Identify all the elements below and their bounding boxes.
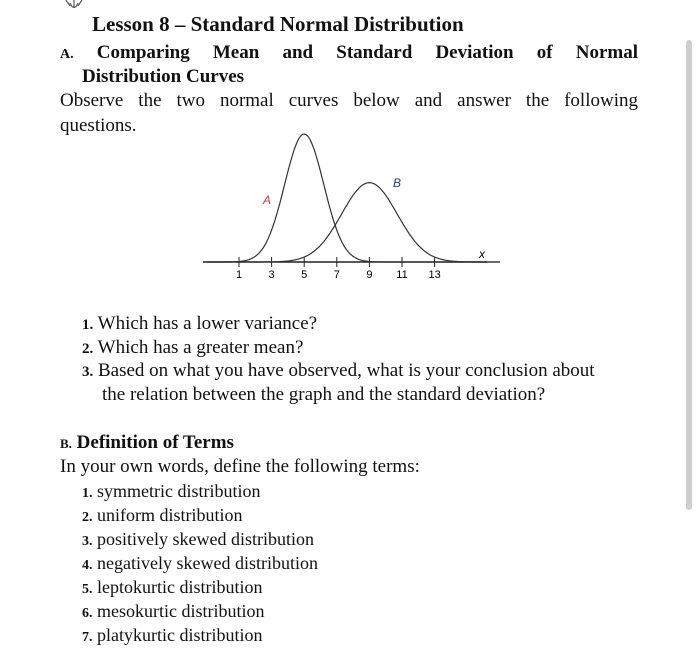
question-text: Which has a greater mean? [97,337,304,358]
term-text: symmetric distribution [97,481,261,501]
section-b-intro: In your own words, define the following terms: [60,456,420,477]
question-number: 3. [82,364,94,380]
term-number: 2. [82,510,93,525]
section-b-letter: B. [60,436,72,451]
term-text: platykurtic distribution [97,625,263,645]
scrollbar[interactable] [686,40,692,510]
curve-b-label: B [393,176,402,190]
question-3-continuation: the relation between the graph and the standard deviation? [102,384,546,405]
x-tick-label: 9 [366,269,373,281]
term-item [82,529,314,550]
x-tick-label: 7 [333,269,340,281]
question-3 [82,360,595,382]
question-1 [82,313,317,335]
section-a-heading [60,42,638,64]
term-number: 5. [82,582,93,597]
lightbulb-icon [62,0,90,14]
x-axis-ticks [236,257,441,281]
instruction-line2: questions. [60,115,137,136]
term-text: uniform distribution [97,505,243,525]
normal-curves-graph [195,128,505,283]
x-axis-label: x [479,247,485,261]
section-a-letter: A. [60,47,74,62]
term-number: 7. [82,630,93,645]
x-tick-label: 1 [235,269,243,281]
curve-a-label: A [263,193,272,207]
section-b-heading-text: Definition of Terms [76,432,234,453]
curve-a [206,134,499,262]
question-text: Based on what you have observed, what is your conclusion about [98,360,595,381]
term-number: 1. [82,486,93,501]
x-tick-label: 3 [268,269,275,281]
term-item [82,601,264,622]
term-item [82,481,261,502]
term-number: 6. [82,606,93,621]
x-tick-label: 11 [396,269,408,281]
term-text: leptokurtic distribution [97,577,263,597]
term-number: 4. [82,558,93,573]
term-number: 3. [82,534,93,549]
question-text: Which has a lower variance? [97,313,318,334]
term-item [82,505,243,526]
instruction-line1: Observe the two normal curves below and answer the following [60,90,638,111]
section-b-heading [60,432,234,454]
term-text: negatively skewed distribution [97,553,318,573]
term-item [82,553,318,574]
term-text: positively skewed distribution [97,529,314,549]
question-number: 2. [82,341,94,357]
x-tick-label: 13 [428,269,441,281]
term-text: mesokurtic distribution [97,601,265,621]
x-tick-label: 5 [301,269,308,281]
term-item [82,577,262,598]
question-number: 1. [82,317,94,333]
curve-b [206,183,499,262]
lesson-title: Lesson 8 – Standard Normal Distribution [92,12,464,36]
term-item [82,625,262,646]
question-2 [82,337,303,359]
section-a-heading-line1: Comparing Mean and Standard Deviation of Normal [96,42,638,63]
section-a-heading-line2: Distribution Curves [82,66,245,87]
